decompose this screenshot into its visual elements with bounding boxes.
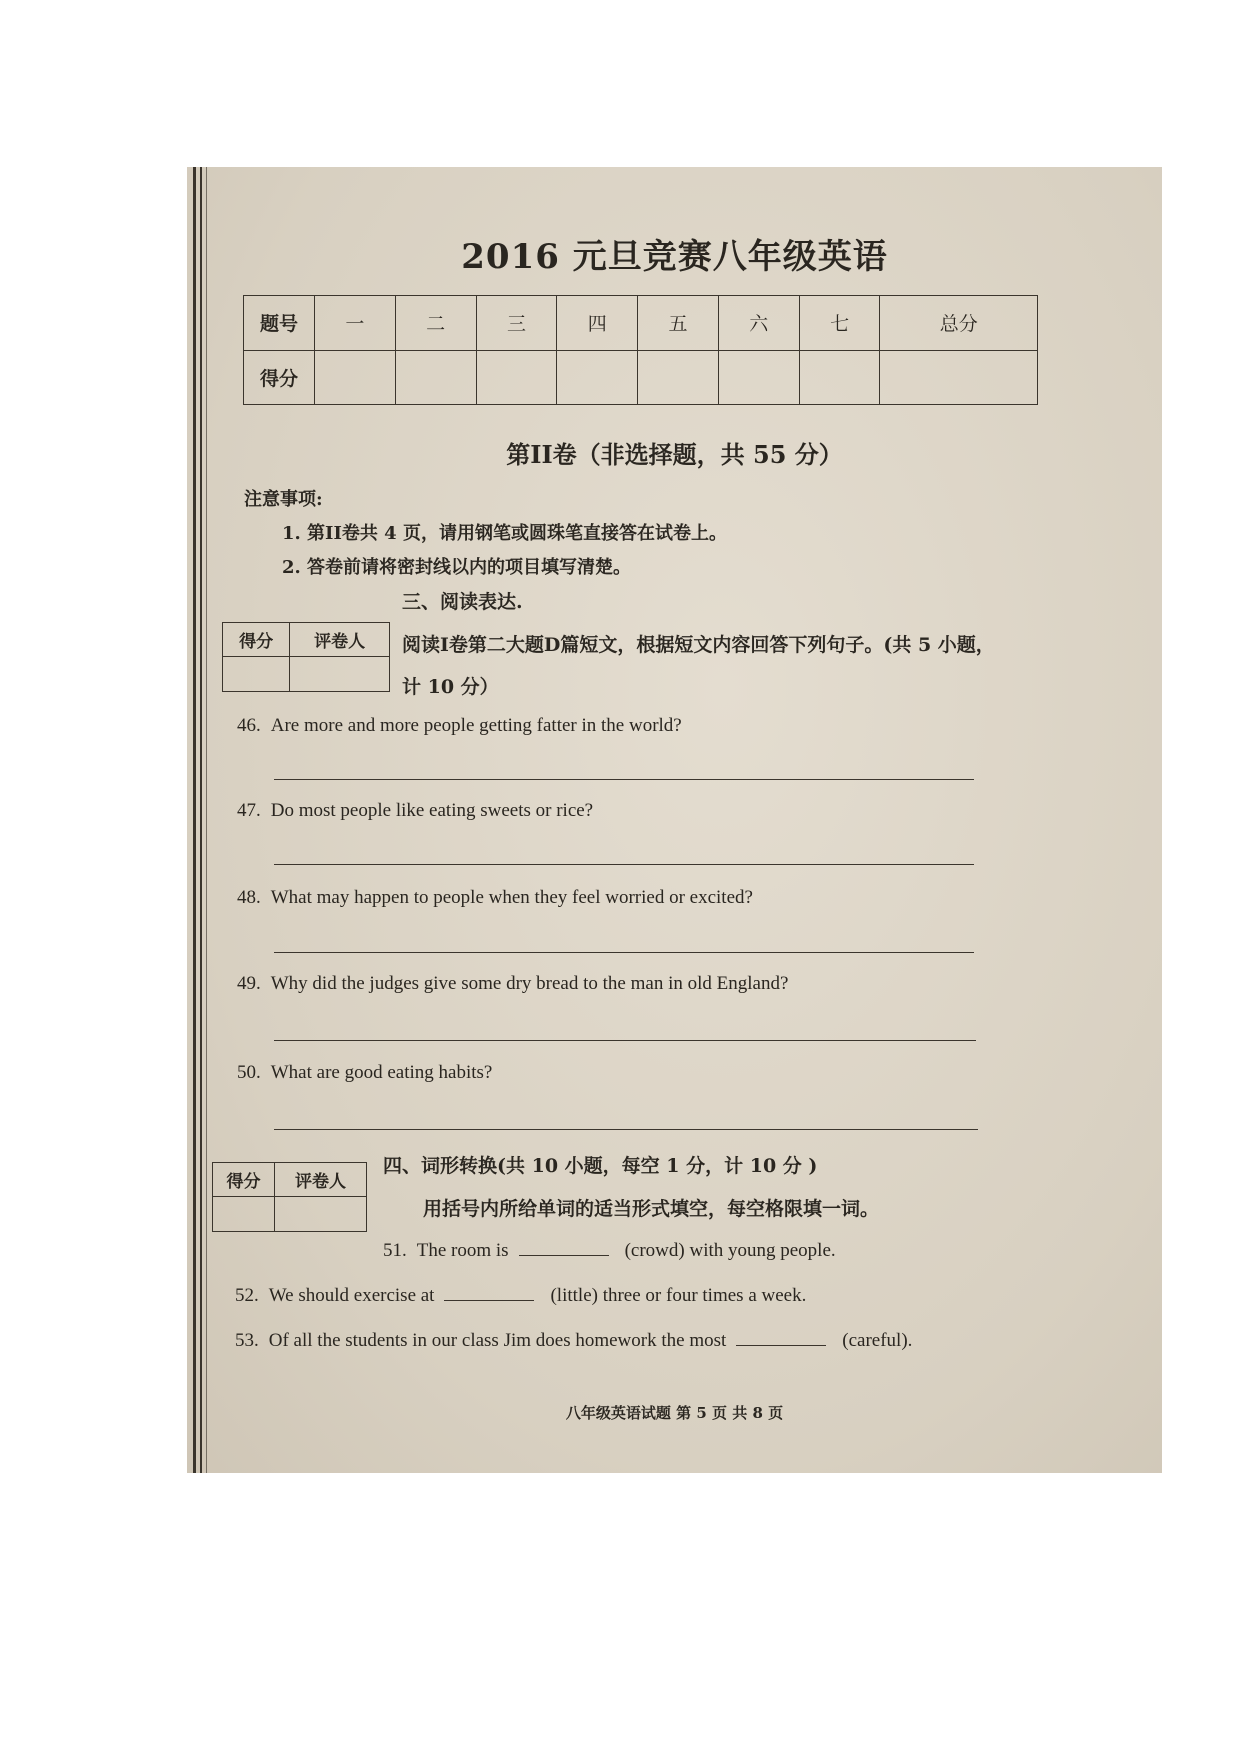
part-title: 第II卷（非选择题，共 55 分） <box>506 440 843 469</box>
question-number: 47. <box>237 800 261 821</box>
word-hint: (little) <box>550 1285 598 1306</box>
question-number: 48. <box>237 887 261 908</box>
grader-score-cell[interactable] <box>223 657 290 692</box>
section4-grader-box <box>212 1162 367 1232</box>
score-cell[interactable] <box>557 350 638 405</box>
grader-person-label: 评卷人 <box>274 1163 366 1197</box>
question-text: with young people. <box>689 1240 836 1261</box>
exam-title: 2016 元旦竞赛八年级英语 <box>461 237 888 277</box>
score-table-score-row <box>244 350 1038 405</box>
fill-blank[interactable] <box>736 1327 826 1346</box>
exam-page <box>187 167 1162 1473</box>
answer-line[interactable] <box>274 864 974 865</box>
question-text: three or four times a week. <box>602 1285 807 1306</box>
notes-title: 注意事项: <box>244 489 323 510</box>
score-table-column: 总分 <box>880 296 1038 351</box>
binding-line <box>193 167 196 1473</box>
question-text: The room is <box>416 1240 509 1261</box>
question-47 <box>237 800 593 822</box>
section3-title: 三、阅读表达. <box>402 591 523 613</box>
question-49 <box>237 973 788 995</box>
grader-person-cell[interactable] <box>274 1197 366 1232</box>
page-footer: 八年级英语试题 第 5 页 共 8 页 <box>565 1404 784 1422</box>
question-text: We should exercise at <box>268 1285 435 1306</box>
question-text: Are more and more people getting fatter in the world? <box>270 715 682 736</box>
binding-line <box>206 167 207 1473</box>
section4-instruction: 用括号内所给单词的适当形式填空，每空格限填一词。 <box>423 1198 880 1220</box>
score-cell[interactable] <box>315 350 396 405</box>
grader-score-label: 得分 <box>213 1163 275 1197</box>
score-table-row-label: 得分 <box>244 350 315 405</box>
question-text: Of all the students in our class Jim does homework the most <box>268 1330 727 1351</box>
question-48 <box>237 887 753 909</box>
section3-grader-box <box>222 622 390 692</box>
section4-title: 四、词形转换(共 10 小题，每空 1 分，计 10 分 ) <box>383 1155 818 1177</box>
score-cell[interactable] <box>395 350 476 405</box>
score-cell[interactable] <box>880 350 1038 405</box>
section3-instruction: 计 10 分） <box>402 676 499 698</box>
grader-person-label: 评卷人 <box>290 623 390 657</box>
question-number: 46. <box>237 715 261 736</box>
grader-person-cell[interactable] <box>290 657 390 692</box>
question-52 <box>235 1282 806 1307</box>
question-number: 49. <box>237 973 261 994</box>
question-46 <box>237 715 682 737</box>
question-number: 50. <box>237 1062 261 1083</box>
question-50 <box>237 1062 492 1084</box>
binding-line <box>200 167 202 1473</box>
score-cell[interactable] <box>476 350 557 405</box>
score-table-column: 五 <box>638 296 719 351</box>
score-table-column: 二 <box>395 296 476 351</box>
question-text: What are good eating habits? <box>270 1062 493 1083</box>
answer-line[interactable] <box>274 779 974 780</box>
grader-score-cell[interactable] <box>213 1197 275 1232</box>
score-table-column: 四 <box>557 296 638 351</box>
word-hint: (careful). <box>842 1330 913 1351</box>
answer-line[interactable] <box>274 1040 976 1041</box>
fill-blank[interactable] <box>519 1237 609 1256</box>
question-number: 53. <box>235 1330 259 1351</box>
note-item: 1. 第II卷共 4 页，请用钢笔或圆珠笔直接答在试卷上。 <box>282 523 727 544</box>
score-table-column: 三 <box>476 296 557 351</box>
question-text: Why did the judges give some dry bread to the man in old England? <box>270 973 789 994</box>
score-table-row-label: 题号 <box>244 296 315 351</box>
grader-score-label: 得分 <box>223 623 290 657</box>
score-table-header-row <box>244 296 1038 351</box>
score-cell[interactable] <box>799 350 880 405</box>
question-51 <box>383 1237 836 1262</box>
answer-line[interactable] <box>274 952 974 953</box>
fill-blank[interactable] <box>444 1282 534 1301</box>
question-53 <box>235 1327 912 1352</box>
question-number: 51. <box>383 1240 407 1261</box>
note-item: 2. 答卷前请将密封线以内的项目填写清楚。 <box>282 557 632 578</box>
score-table-column: 一 <box>315 296 396 351</box>
score-cell[interactable] <box>718 350 799 405</box>
question-text: Do most people like eating sweets or rice? <box>270 800 594 821</box>
score-table-column: 七 <box>799 296 880 351</box>
score-table-column: 六 <box>718 296 799 351</box>
section3-instruction: 阅读I卷第二大题D篇短文，根据短文内容回答下列句子。(共 5 小题， <box>402 634 995 656</box>
score-table <box>243 295 1038 405</box>
question-text: What may happen to people when they feel worried or excited? <box>270 887 753 908</box>
question-number: 52. <box>235 1285 259 1306</box>
answer-line[interactable] <box>274 1129 978 1130</box>
word-hint: (crowd) <box>624 1240 685 1261</box>
score-cell[interactable] <box>638 350 719 405</box>
